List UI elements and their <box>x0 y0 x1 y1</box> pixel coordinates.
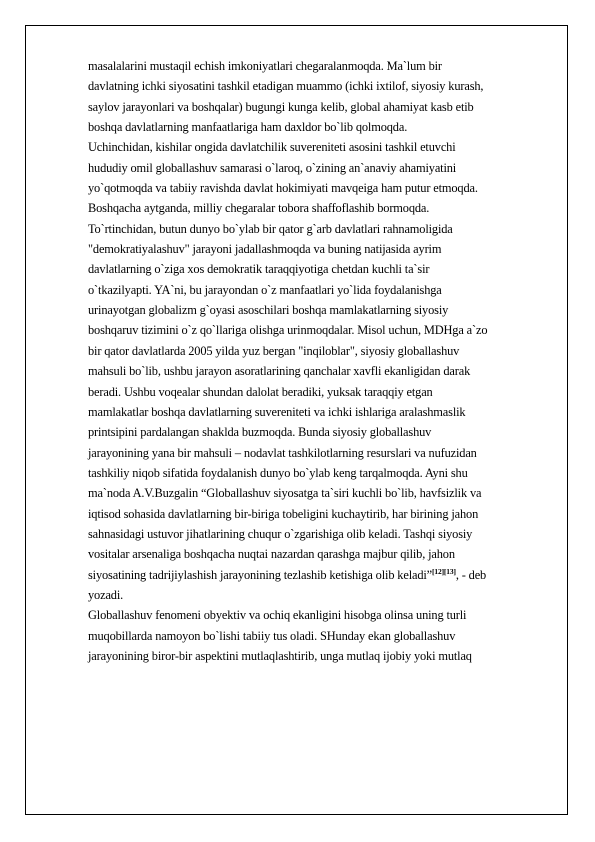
text-line: sahnasidagi ustuvor jihatlarining chuqur o`zgarishiga olib keladi. Tashqi siyosiy <box>88 526 473 541</box>
text-line: iqtisod sohasida davlatlarning bir-biriga tobeligini kuchaytirib, har birining jahon <box>88 506 479 521</box>
text-line: mamlakatlar boshqa davlatlarning suvereniteti va ichki ishlariga aralashmaslik <box>88 404 466 419</box>
text-line: beradi. Ushbu voqealar shundan dalolat beradiki, yuksak taraqqiy etgan <box>88 384 433 399</box>
text-line: To`rtinchidan, butun dunyo bo`ylab bir qator g`arb davlatlari rahnamoligida <box>88 221 453 236</box>
text-line: boshqaruv tizimini o`z qo`llariga olishga urinmoqdalar. Misol uchun, MDHga a`zo <box>88 323 488 338</box>
text-line: masalalarini mustaqil echish imkoniyatlari chegaralanmoqda. Ma`lum bir <box>88 59 442 73</box>
text-line: yozadi. <box>88 587 124 602</box>
text-line: vositalar arsenaliga boshqacha nuqtai nazardan qarashga majbur qilib, jahon <box>88 547 455 562</box>
text-line: davlatlarning o`ziga xos demokratik taraqqiyotiga chetdan kuchli ta`sir <box>88 262 430 277</box>
text-line: jarayonining yana bir mahsuli – nodavlat tashkilotlarning resurslari va nufuzidan <box>88 445 477 460</box>
text-line: saylov jarayonlari va boshqalar) bugungi kunga kelib, global ahamiyat kasb etib <box>88 99 474 114</box>
text-line: Boshqacha aytganda, milliy chegaralar tobora shaffoflashib bormoqda. <box>88 201 430 216</box>
text-line: Uchinchidan, kishilar ongida davlatchilik suvereniteti asosini tashkil etuvchi <box>88 140 456 155</box>
text-line: printsipini pardalangan shaklda buzmoqda. Bunda siyosiy globallashuv <box>88 425 432 440</box>
text-line: urinayotgan globalizm g`oyasi asoschilari boshqa mamlakatlarning siyosiy <box>88 303 449 318</box>
text-line: o`tkazilyapti. YA`ni, bu jarayondan o`z manfaatlari yo`lida foydalanishga <box>88 282 442 297</box>
text-line: jarayonining biror-bir aspektini mutlaqlashtirib, unga mutlaq ijobiy yoki mutlaq <box>88 648 472 663</box>
footnote-reference[interactable]: [12][13] <box>432 566 456 576</box>
footnote-line-tail: , - deb <box>455 567 487 582</box>
text-line: muqobillarda namoyon bo`lishi tabiiy tus oladi. SHunday ekan globallashuv <box>88 628 456 643</box>
text-line: hududiy omil globallashuv samarasi o`laroq, o`zining an`anaviy ahamiyatini <box>88 160 457 175</box>
text-line: davlatning ichki siyosatini tashkil etadigan muammo (ichki ixtilof, siyosiy kurash, <box>88 79 484 94</box>
text-line: mahsuli bo`lib, ushbu jarayon asoratlarining qanchalar xavfli ekanligidan darak <box>88 364 471 379</box>
text-line: "demokratiyalashuv" jarayoni jadallashmoqda va buning natijasida ayrim <box>88 242 442 257</box>
text-line: yo`qotmoqda va tabiiy ravishda davlat hokimiyati mavqeiga ham putur etmoqda. <box>88 181 478 196</box>
text-line: tashkiliy niqob sifatida foydalanish dunyo bo`ylab keng tarqalmoqda. Ayni shu <box>88 465 468 480</box>
text-line: ma`noda A.V.Buzgalin “Globallashuv siyosatga ta`siri kuchli bo`lib, havfsizlik va <box>88 486 482 501</box>
text-line: Globallashuv fenomeni obyektiv va ochiq ekanligini hisobga olinsa uning turli <box>88 608 467 623</box>
text-line-with-footnote <box>88 565 562 585</box>
footnote-line-text: siyosatining tadrijiylashish jarayonining tezlashib ketishiga olib keladi” <box>88 567 433 582</box>
text-line: boshqa davlatlarning manfaatlariga ham daxldor bo`lib qolmoqda. <box>88 120 408 135</box>
document-body <box>88 56 562 666</box>
text-line: bir qator davlatlarda 2005 yilda yuz bergan "inqiloblar", siyosiy globallashuv <box>88 343 460 358</box>
